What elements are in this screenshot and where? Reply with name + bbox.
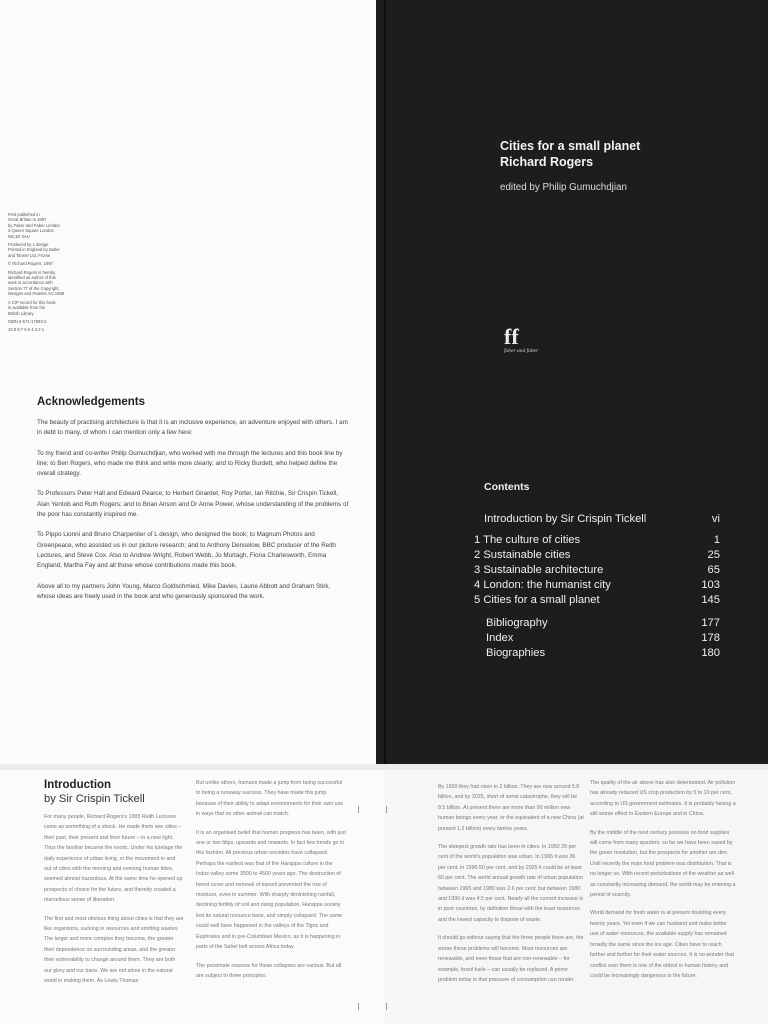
ack-paragraph: To my friend and co-writer Philip Gumuchdjian, who worked with me through the lectures and this book line by line; to Ben Rogers, who made me think and write more clearly; and to Ricky Burdett, who helped define the overall strategy. [37, 449, 343, 478]
publisher-name: faber and faber [504, 348, 539, 354]
introduction-page-right [384, 770, 768, 1024]
toc-entry-bibliography: Bibliography 177 [486, 617, 720, 629]
book-title: Cities for a small planet [500, 139, 641, 153]
contents-heading: Contents [484, 481, 530, 493]
body-paragraph: But unlike others, humans made a jump from being successful to being a runaway success. They have made this jump because of their ability to adapt environments for their own use in ways that no other animal can match. [196, 780, 344, 818]
toc-entry-chapter: 1 The culture of cities 1 [474, 534, 720, 546]
copyright-line: © Richard Rogers, 1997 [8, 261, 53, 267]
body-paragraph: It should go without saying that the three people there are, the worse these problems will become. Most resources are renewable, and even those that are non-renewable – for example, fossil fuels – can usually be replaced. A prime problem today is that pressure of consumption can render [438, 935, 584, 983]
column-marker [358, 806, 359, 813]
body-paragraph: By 1930 they had risen to 2 billion. They are now around 5.8 billion, and by 2025, short of some catastrophe, they will be 8.5 billion. At present there are more than 90 million new human beings every year, or the equivalent of a new China (at present 1.2 billion) every twelve years. [438, 784, 584, 832]
ack-paragraph: The beauty of practising architecture is that it is an inclusive experience, an adventure enjoyed with others. I am in debt to many, of whom I can mention only a few here: [37, 419, 348, 437]
body-paragraph: World demand for fresh water is at present doubling every twenty years. Yet even if we can husband and make better use of water resources, the available supply has remained broadly the same since the ice age. Cities have to reach further and further for their water sources. It is no wonder that conflict over them is one of the oldest in human history and could be increasingly dangerous in the future. [590, 910, 734, 979]
text-column [590, 778, 736, 989]
production-lines: Produced by L design Printed in England by Butler and Tanner Ltd, Frome [8, 242, 60, 258]
ack-paragraph: Above all to my partners John Young, Marco Goldschmied, Mike Davies, Laurie Abbott and Graham Stirk, whose ideas are freely used in the book and who generously sponsored the work. [37, 582, 331, 600]
toc-entry-chapter: 4 London: the humanist city 103 [474, 579, 720, 591]
body-paragraph: It is an organised belief that human progress has been, with just one or two blips, upwards and onwards. In fact few trends go in this fashion. All previous urban societies have collapsed. Perhaps the earliest was that of the Harappa culture in the Indus valley some 3500 to 4500 years ago. The destruction of forest cover and removal of topsoil prevented the rise of moisture, even in summer. With sharply diminishing rainfall, declining fertility of soil and rising population, Harappa society lost its natural resource base, and simply collapsed. The same could well have happened in the valleys of the Tigris and Euphrates and in pre-Columbian Mexico; as it is happening in parts of the Sahel belt across Africa today. [196, 829, 346, 951]
book-editor: edited by Philip Gumuchdjian [500, 182, 627, 193]
binding-edge [384, 384, 386, 764]
toc-entry-biographies: Biographies 180 [486, 647, 720, 659]
column-marker [358, 1003, 359, 1010]
title-page [376, 0, 768, 384]
acknowledgements-body [37, 418, 349, 612]
publication-lines: First published in Great Britain in 1997 by Faber and Faber Limited 3 Queen Square London WC1N 3AU [8, 212, 60, 239]
printing-line: 10 9 8 7 6 5 4 3 2 1 [8, 327, 45, 333]
contents-page [376, 384, 768, 764]
publisher-logo: ff [504, 324, 519, 349]
body-paragraph: The quality of the air above has also deteriorated. Air pollution has already reduced US crop production by 5 to 10 per cent, according to US government estimates. It is probably having a still worse effect in Eastern Europe and in China. [590, 780, 736, 818]
ack-paragraph: To Professors Peter Hall and Edward Pearce; to Herbert Girardet, Roy Porter, Ian Ritchie, Sir Crispin Tickell, Alan Yentob and Ruth Rogers; and to Brian Anson and Dr Anne Power, whose understanding of the problems of the poor has constantly inspired me. [37, 490, 349, 519]
text-column [438, 782, 584, 993]
rights-lines: Richard Rogers is hereby identified as author of this work in accordance with Section 77 of the Copyright, Designs and Patents Act 1988 [8, 269, 65, 297]
toc-entry-index: Index 178 [486, 632, 720, 644]
toc-entry-introduction: Introduction by Sir Crispin Tickell vi [484, 513, 720, 525]
acknowledgements-page [0, 386, 376, 764]
body-paragraph: For many people, Richard Rogers's 1995 Reith Lectures came as something of a shock. He made them see cities – their past, their present and their future – in a new light. Thus the familiar became the exotic. Under his tutelage the daily experience of urban living, or the movement in and out of cities with the morning and evening human tides, seemed almost hazardous. At the same time he opened up prospects of choice for the future, and thereby created a marvellous sense of liberation. [44, 814, 183, 904]
ack-paragraph: To Pippo Lionni and Bruno Charpentier of L design, who designed the book; to Magnum Photos and Greenpeace, who assisted us in our picture research; and to Anthony Denselow, BBC producer of the Reith Lectures, and Steve Cox. Also to Andrew Wright, Robert Webb, Jo Murtagh, Fiona Charlesworth, Emma England, Martha Fay and all those whose contributions made this book. [37, 531, 336, 570]
text-column [196, 778, 346, 989]
book-title-block [500, 138, 640, 170]
body-paragraph: By the middle of the next century pressure on food supplies will come from many quarters; so far we have been saved by the green revolution, but the prospects for another are dim. Until recently the main food problem was distribution. That is no longer so. With recent perturbations of the weather as well as constantly increasing demand, the world may be entering a period of scarcity. [590, 829, 736, 899]
imprint-block [8, 212, 108, 336]
toc-entry-chapter: 5 Cities for a small planet 145 [474, 594, 720, 606]
binding-edge [384, 0, 386, 384]
introduction-page-left [0, 770, 384, 1024]
imprint-page [0, 0, 376, 386]
toc-entry-chapter: 2 Sustainable cities 25 [474, 549, 720, 561]
book-author: Richard Rogers [500, 155, 594, 169]
toc-entry-chapter: 3 Sustainable architecture 65 [474, 564, 720, 576]
body-paragraph: The first and most obvious thing about cities is that they are like organisms, sucking in resources and emitting wastes. The larger and more complex they become, the greater their dependence on surrounding areas, and the greater their vulnerability to change around them. They are both our glory and our bane. We are not alone in the natural world in making them. As Lewis Thomas [44, 915, 184, 985]
body-paragraph: The proximate reasons for these collapses are various. But all are subject to three principles: [196, 962, 342, 979]
column-marker [386, 806, 387, 813]
isbn-line: ISBN 0-571-17993-2 [8, 318, 47, 324]
body-paragraph: The steepest growth rate has been in cities. In 1950 29 per cent of the world's population was urban. In 1965 it was 36 per cent, in 1990 50 per cent, and by 2025 it could be at least 60 per cent. The world annual growth rate of urban population between 1965 and 1980 was 2.6 per cent; but between 1980 and 1990 it was 4.5 per cent. Nearly all the current increase is in poor countries, by definition those with the least resources and the lowest capacity to dispose of waste. [438, 844, 584, 923]
introduction-heading: Introduction [44, 779, 112, 791]
acknowledgements-heading: Acknowledgements [37, 396, 145, 408]
column-marker [386, 1003, 387, 1010]
text-column [44, 812, 184, 995]
cip-lines: A CIP record for this book is available from the British Library [8, 299, 56, 316]
introduction-byline: by Sir Crispin Tickell [44, 793, 145, 805]
